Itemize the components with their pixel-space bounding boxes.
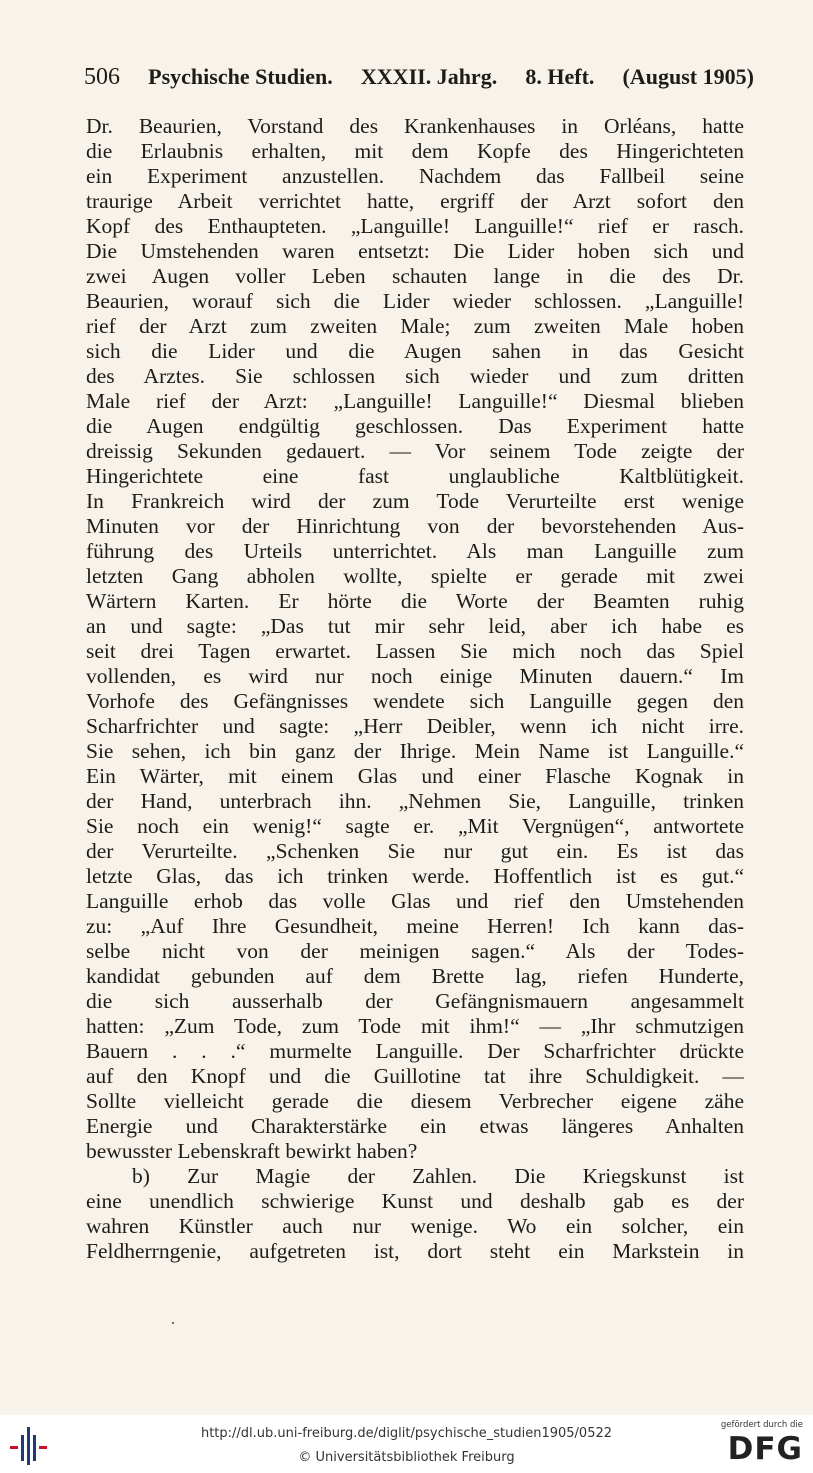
text-line: auf den Knopf und die Guillotine tat ihre Schuldigkeit. — — [86, 1064, 744, 1088]
text-line: eine unendlich schwierige Kunst und deshalb gab es der — [86, 1189, 744, 1213]
text-line: die sich ausserhalb der Gefängnismauern angesammelt — [86, 989, 744, 1013]
text-line: Beaurien, worauf sich die Lider wieder schlossen. „Languille! — [86, 289, 744, 313]
text-line: Wärtern Karten. Er hörte die Worte der Beamten ruhig — [86, 589, 744, 613]
text-line: Minuten vor der Hinrichtung von der bevorstehenden Aus- — [86, 514, 744, 538]
page-number: 506 — [84, 64, 120, 90]
text-line: Languille erhob das volle Glas und rief den Umstehenden — [86, 889, 744, 913]
text-line: ein Experiment anzustellen. Nachdem das Fallbeil seine — [86, 164, 744, 188]
text-line: traurige Arbeit verrichtet hatte, ergriff der Arzt sofort den — [86, 189, 744, 213]
text-line: Die Umstehenden waren entsetzt: Die Lider hoben sich und — [86, 239, 744, 263]
issue-label: 8. Heft. — [525, 64, 595, 89]
text-line: In Frankreich wird der zum Tode Verurteilte erst wenige — [86, 489, 744, 513]
dfg-logo: DFG — [727, 1431, 803, 1467]
text-line: Bauern . . .“ murmelte Languille. Der Scharfrichter drückte — [86, 1039, 744, 1063]
running-header — [84, 64, 754, 96]
text-line: zwei Augen voller Leben schauten lange in die des Dr. — [86, 264, 744, 288]
text-line: Energie und Charakterstärke ein etwas längeres Anhalten — [86, 1114, 744, 1138]
text-line: rief der Arzt zum zweiten Male; zum zweiten Male hoben — [86, 314, 744, 338]
text-line: zu: „Auf Ihre Gesundheit, meine Herren! Ich kann das- — [86, 914, 744, 938]
text-line: Sie sehen, ich bin ganz der Ihrige. Mein Name ist Languille.“ — [86, 739, 744, 763]
text-line: die Augen endgültig geschlossen. Das Experiment hatte — [86, 414, 744, 438]
text-line: der Verurteilte. „Schenken Sie nur gut ein. Es ist das — [86, 839, 744, 863]
text-line: Sollte vielleicht gerade die diesem Verbrecher eigene zähe — [86, 1089, 744, 1113]
text-line: der Hand, unterbrach ihn. „Nehmen Sie, Languille, trinken — [86, 789, 744, 813]
source-url-link[interactable]: http://dl.ub.uni-freiburg.de/diglit/psychische_studien1905/0522 — [200, 1426, 613, 1441]
text-line: bewusster Lebenskraft bewirkt haben? — [86, 1139, 418, 1163]
text-line: Male rief der Arzt: „Languille! Languille!“ Diesmal blieben — [86, 389, 744, 413]
article-body — [86, 114, 744, 1264]
text-line: dreissig Sekunden gedauert. — Vor seinem Tode zeigte der — [86, 439, 744, 463]
text-line: kandidat gebunden auf dem Brette lag, riefen Hunderte, — [86, 964, 744, 988]
text-line: Feldherrngenie, aufgetreten ist, dort steht ein Markstein in — [86, 1239, 744, 1263]
copyright-notice: © Universitätsbibliothek Freiburg — [298, 1450, 515, 1465]
text-line: an und sagte: „Das tut mir sehr leid, aber ich habe es — [86, 614, 744, 638]
text-line: führung des Urteils unterrichtet. Als man Languille zum — [86, 539, 744, 563]
text-line: des Arztes. Sie schlossen sich wieder und zum dritten — [86, 364, 744, 388]
text-line: wahren Künstler auch nur wenige. Wo ein solcher, ein — [86, 1214, 744, 1238]
issue-date: (August 1905) — [622, 64, 754, 89]
text-line: vollenden, es wird nur noch einige Minuten dauern.“ Im — [86, 664, 744, 688]
text-line: Ein Wärter, mit einem Glas und einer Flasche Kognak in — [86, 764, 744, 788]
scan-speck — [172, 1322, 174, 1324]
text-line: hatten: „Zum Tode, zum Tode mit ihm!“ — „Ihr schmutzigen — [86, 1014, 744, 1038]
text-line: Kopf des Enthaupteten. „Languille! Languille!“ rief er rasch. — [86, 214, 744, 238]
journal-title: Psychische Studien. — [148, 64, 333, 89]
text-line: die Erlaubnis erhalten, mit dem Kopfe des Hingerichteten — [86, 139, 744, 163]
text-line: letzte Glas, das ich trinken werde. Hoffentlich ist es gut.“ — [86, 864, 744, 888]
text-line: letzten Gang abholen wollte, spielte er gerade mit zwei — [86, 564, 744, 588]
text-line: Hingerichtete eine fast unglaubliche Kaltblütigkeit. — [86, 464, 744, 488]
text-line: sich die Lider und die Augen sahen in das Gesicht — [86, 339, 744, 363]
text-line: Vorhofe des Gefängnisses wendete sich Languille gegen den — [86, 689, 744, 713]
volume-label: XXXII. Jahrg. — [360, 64, 498, 89]
text-line: Scharfrichter und sagte: „Herr Deibler, wenn ich nicht irre. — [86, 714, 744, 738]
text-line: Dr. Beaurien, Vorstand des Krankenhauses in Orléans, hatte — [86, 114, 744, 138]
section-heading-line: b) Zur Magie der Zahlen. Die Kriegskunst ist — [132, 1164, 744, 1188]
text-line: selbe nicht von der meinigen sagen.“ Als der Todes- — [86, 939, 744, 963]
text-line: Sie noch ein wenig!“ sagte er. „Mit Vergnügen“, antwortete — [86, 814, 744, 838]
viewer-footer — [0, 1415, 813, 1473]
text-line: seit drei Tagen erwartet. Lassen Sie mich noch das Spiel — [86, 639, 744, 663]
funding-note: gefördert durch die — [720, 1420, 803, 1430]
